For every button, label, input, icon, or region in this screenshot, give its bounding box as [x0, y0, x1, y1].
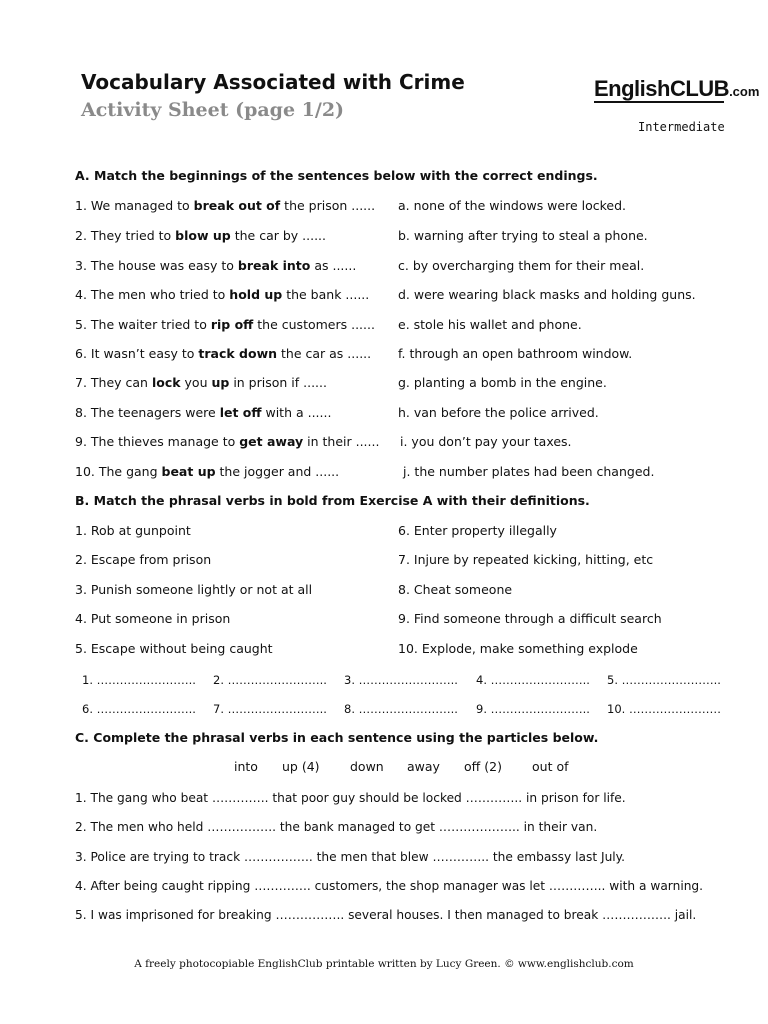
logo-underline — [594, 101, 724, 103]
answer-blank[interactable]: 3. …………………….. — [344, 673, 458, 687]
answer-blank[interactable]: 1. …………………….. — [82, 673, 196, 687]
answer-blank[interactable]: 8. …………………….. — [344, 702, 458, 716]
ending-item: f. through an open bathroom window. — [398, 346, 633, 361]
particle-word: up (4) — [282, 759, 320, 774]
definition-item: 6. Enter property illegally — [398, 523, 557, 538]
definition-item: 3. Punish someone lightly or not at all — [75, 582, 313, 597]
sentence-item: 4. After being caught ripping ………….. customers, the shop manager was let ………….. with a warning. — [75, 879, 704, 893]
beginning-item: 8. The teenagers were let off with a ...... — [75, 405, 332, 420]
ending-item: i. you don’t pay your taxes. — [400, 434, 572, 449]
answer-blank[interactable]: 7. …………………….. — [213, 702, 327, 716]
sentence-item: 3. Police are trying to track …………….. the men that blew ………….. the embassy last July. — [75, 850, 626, 864]
englishclub-logo — [594, 76, 759, 102]
level-label: Intermediate — [638, 120, 725, 134]
beginning-item: 9. The thieves manage to get away in their ...... — [75, 434, 380, 449]
ending-item: c. by overcharging them for their meal. — [398, 258, 645, 273]
definition-item: 10. Explode, make something explode — [398, 641, 638, 656]
particle-word: into — [234, 759, 258, 774]
footer-credit: A freely photocopiable EnglishClub printable written by Lucy Green. © www.englishclub.com — [134, 958, 634, 970]
logo-domain-text: .com — [729, 84, 760, 99]
ending-item: a. none of the windows were locked. — [398, 198, 627, 213]
definition-item: 7. Injure by repeated kicking, hitting, etc — [398, 552, 654, 567]
answer-blank[interactable]: 2. …………………….. — [213, 673, 327, 687]
particle-word: away — [407, 759, 440, 774]
answer-blank[interactable]: 6. …………………….. — [82, 702, 196, 716]
sentence-item: 2. The men who held …………….. the bank managed to get ……………….. in their van. — [75, 820, 598, 834]
beginning-item: 4. The men who tried to hold up the bank ...... — [75, 287, 370, 302]
ending-item: b. warning after trying to steal a phone. — [398, 228, 648, 243]
section-c-heading: C. Complete the phrasal verbs in each sentence using the particles below. — [75, 730, 599, 745]
ending-item: h. van before the police arrived. — [398, 405, 599, 420]
beginning-item: 2. They tried to blow up the car by ...... — [75, 228, 326, 243]
sentence-item: 5. I was imprisoned for breaking …………….. several houses. I then managed to break …………….. jail. — [75, 908, 697, 922]
answer-blank[interactable]: 4. …………………….. — [476, 673, 590, 687]
ending-item: j. the number plates had been changed. — [403, 464, 655, 479]
logo-main-text: EnglishCLUB — [594, 76, 730, 101]
particle-word: out of — [532, 759, 569, 774]
section-a-heading: A. Match the beginnings of the sentences below with the correct endings. — [75, 168, 598, 183]
definition-item: 9. Find someone through a difficult search — [398, 611, 662, 626]
ending-item: e. stole his wallet and phone. — [398, 317, 582, 332]
page-subtitle: Activity Sheet (page 1/2) — [81, 99, 345, 121]
beginning-item: 5. The waiter tried to rip off the customers ...... — [75, 317, 375, 332]
definition-item: 2. Escape from prison — [75, 552, 212, 567]
beginning-item: 10. The gang beat up the jogger and ...... — [75, 464, 340, 479]
section-b-heading: B. Match the phrasal verbs in bold from Exercise A with their definitions. — [75, 493, 590, 508]
page-title: Vocabulary Associated with Crime — [81, 70, 465, 94]
definition-item: 8. Cheat someone — [398, 582, 513, 597]
beginning-item: 6. It wasn’t easy to track down the car as ...... — [75, 346, 372, 361]
beginning-item: 3. The house was easy to break into as ...... — [75, 258, 357, 273]
sentence-item: 1. The gang who beat ………….. that poor guy should be locked ………….. in prison for life. — [75, 791, 626, 805]
definition-item: 1. Rob at gunpoint — [75, 523, 191, 538]
answer-blank[interactable]: 10. …………………… — [607, 702, 721, 716]
beginning-item: 7. They can lock you up in prison if ...... — [75, 375, 327, 390]
particle-word: down — [350, 759, 384, 774]
answer-blank[interactable]: 9. …………………….. — [476, 702, 590, 716]
ending-item: d. were wearing black masks and holding guns. — [398, 287, 696, 302]
ending-item: g. planting a bomb in the engine. — [398, 375, 607, 390]
particle-word: off (2) — [464, 759, 502, 774]
answer-blank[interactable]: 5. …………………….. — [607, 673, 721, 687]
beginning-item: 1. We managed to break out of the prison ...... — [75, 198, 376, 213]
definition-item: 5. Escape without being caught — [75, 641, 273, 656]
definition-item: 4. Put someone in prison — [75, 611, 231, 626]
